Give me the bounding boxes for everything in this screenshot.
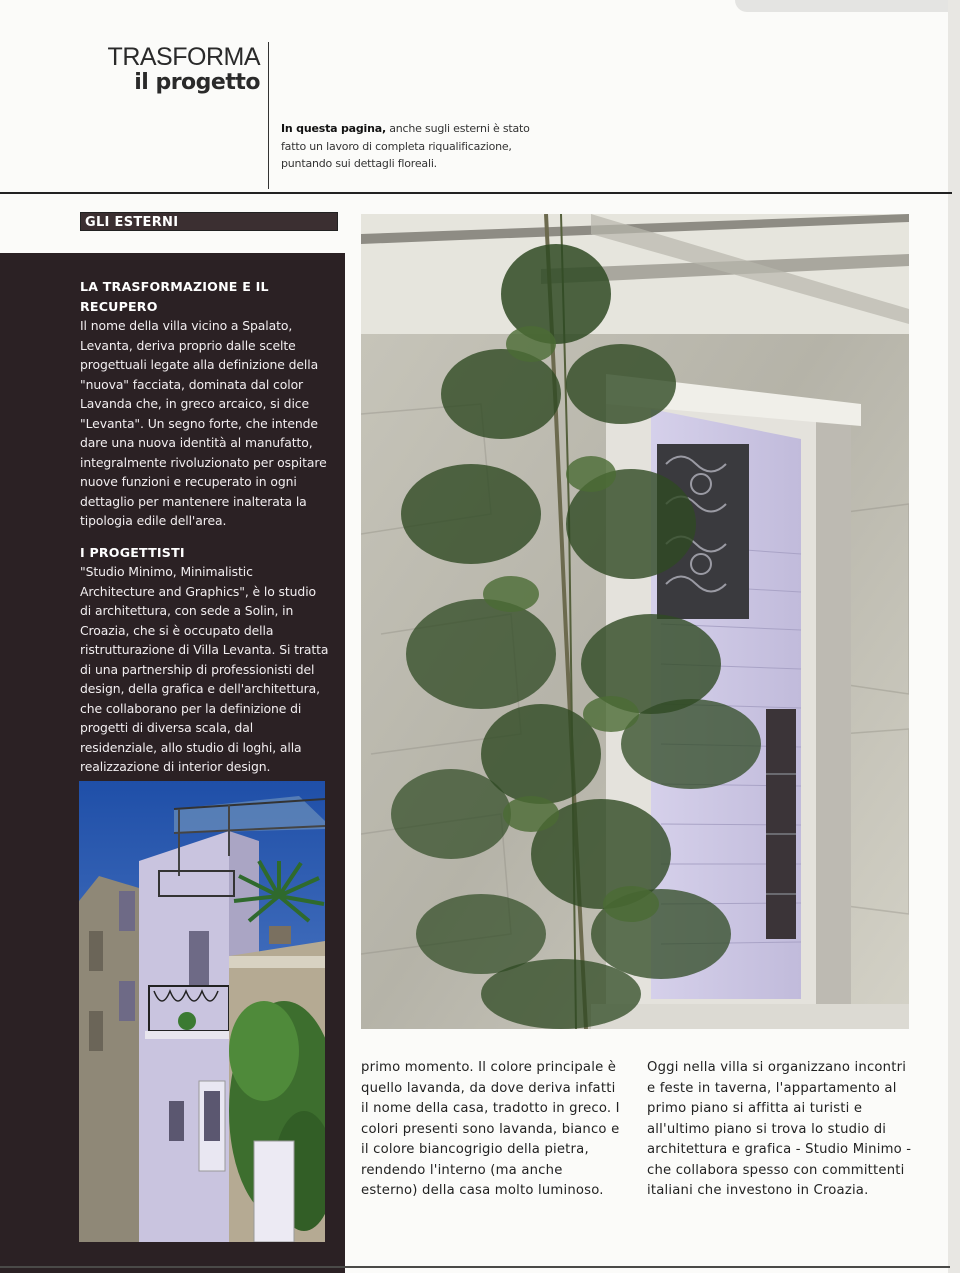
caption-lead: In questa pagina, [281, 122, 386, 135]
sidebar-paragraph-trasformazione: Il nome della villa vicino a Spalato, Levanta, deriva proprio dalle scelte progettuali legate alla definizione della "nuova" facciata, dominata dal color Lavanda che, in greco arcaico, si dice "Levanta". Un segno forte, che intende dare una nuova identità al manufatto, integralmente rivoluzionato per ospitare nuove funzioni e recuperato in ogni dettaglio per mantenere inalterata la tipologia edile dell'area. [80, 318, 327, 528]
page-bottom-edge [0, 1266, 950, 1268]
header-divider [268, 42, 269, 189]
page-header [108, 44, 260, 96]
header-title-line1: TRASFORMA [107, 43, 260, 71]
sidebar-text [80, 277, 330, 796]
caption-text: anche sugli esterni è stato fatto un lavoro di completa riqualificazione, puntando sui dettagli floreali. [281, 122, 530, 170]
page-edge [948, 0, 960, 1273]
villa-facade-photo [79, 781, 325, 1242]
header-title-line2: il progetto [134, 70, 260, 95]
body-column-1: primo momento. Il colore principale è quello lavanda, da dove deriva infatti il nome della casa, tradotto in greco. I colori presenti sono lavanda, bianco e il colore biancogrigio della pietra, rendendo l'interno (ma anche esterno) della casa molto luminoso. [361, 1060, 620, 1198]
door-with-plant-photo [361, 214, 909, 1029]
section-tag: GLI ESTERNI [80, 212, 338, 231]
page-corner-shade [735, 0, 950, 12]
sidebar-heading-trasformazione: LA TRASFORMAZIONE E IL RECUPERO [80, 279, 269, 314]
photo-caption [281, 120, 541, 173]
header-rule [0, 192, 952, 194]
sidebar-paragraph-progettisti: "Studio Minimo, Minimalistic Architecture and Graphics", è lo studio di architettura, con sede a Solin, in Croazia, che si è occupato della ristrutturazione di Villa Levanta. Si tratta di una partnership di professionisti del design, della grafica e dell'architettura, che collaborano per la definizione di progetti di diversa scala, dal residenziale, allo studio di loghi, alla realizzazione di interior design. [80, 564, 329, 774]
sidebar-heading-progettisti: I PROGETTISTI [80, 544, 185, 560]
body-column-2: Oggi nella villa si organizzano incontri e feste in taverna, l'appartamento al primo piano si affitta ai turisti e all'ultimo piano si trova lo studio di architettura e grafica - Studio Minimo - che collabora spesso con committenti italiani che investono in Croazia. [647, 1060, 912, 1198]
